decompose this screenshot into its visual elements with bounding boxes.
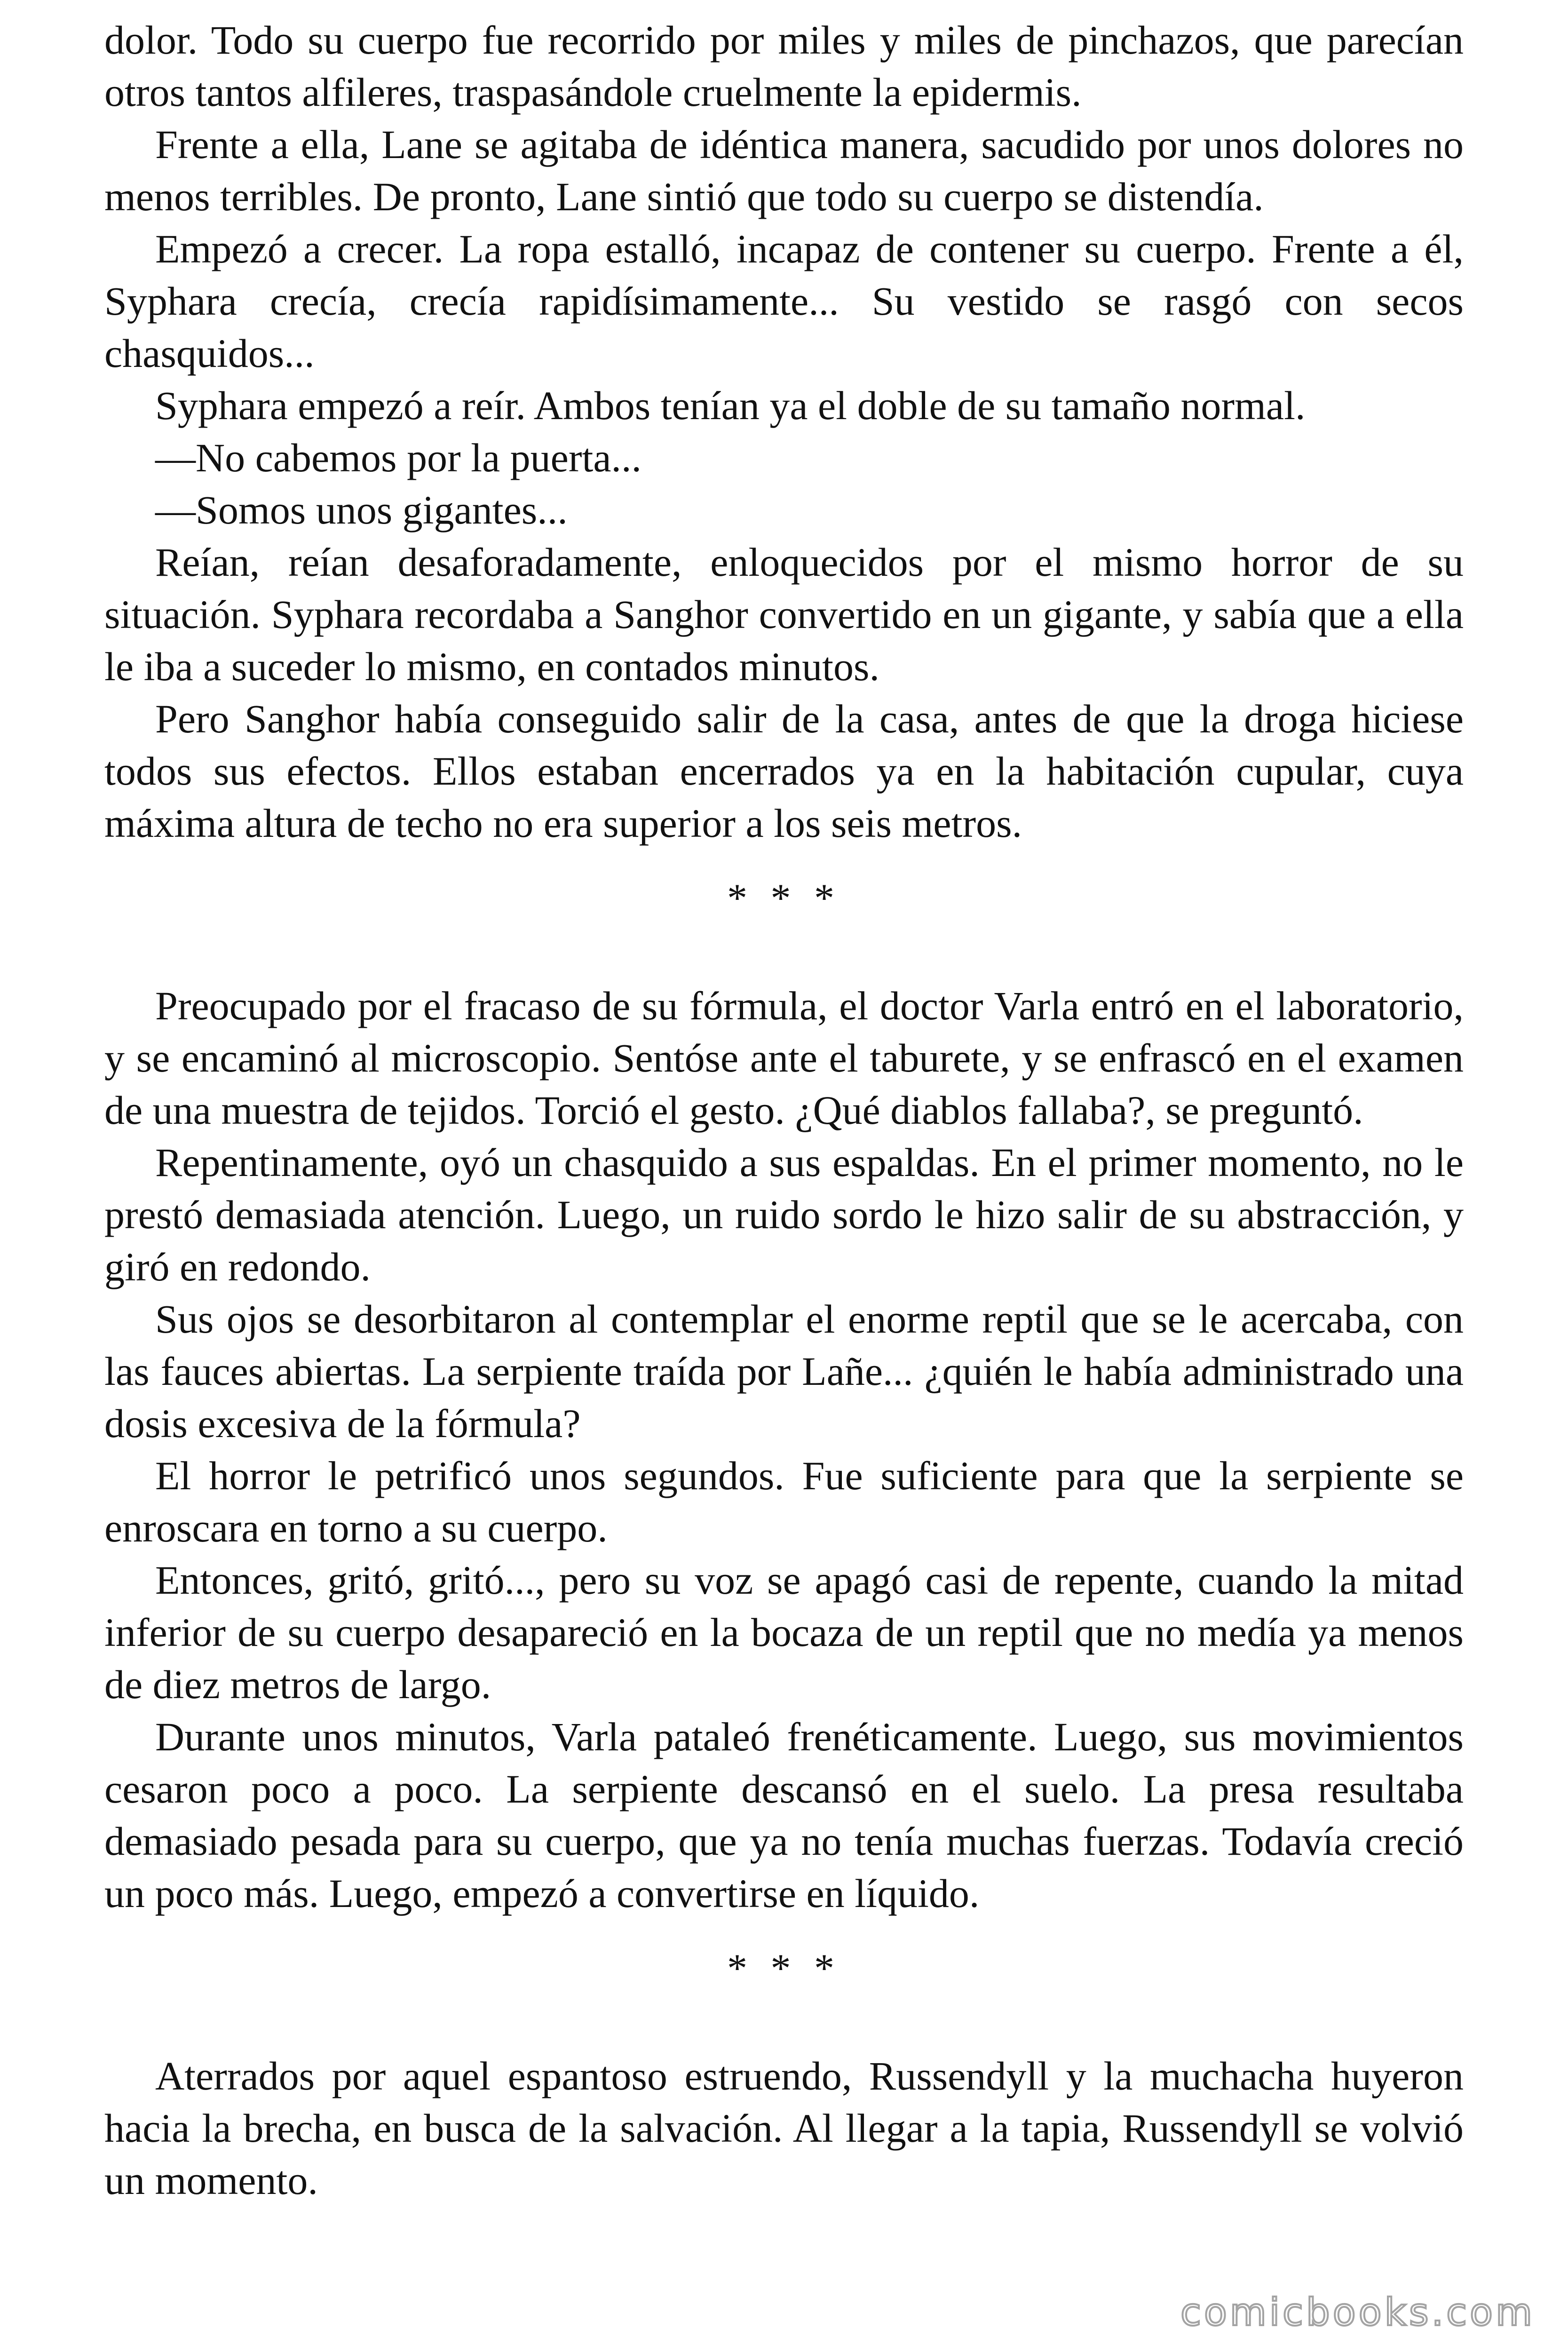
dialogue-line: —Somos unos gigantes...: [155, 487, 568, 532]
paragraph: El horror le petrificó unos segundos. Fue suficiente para que la serpiente se enroscara en torno a su cuerpo.: [104, 1453, 1464, 1550]
paragraph: Aterrados por aquel espantoso estruendo, Russendyll y la muchacha huyeron hacia la brecha, en busca de la salvación. Al llegar a la tapia, Russendyll se volvió un momento.: [104, 2053, 1464, 2203]
paragraph: Empezó a crecer. La ropa estalló, incapaz de contener su cuerpo. Frente a él, Syphara crecía, crecía rapidísimamente... Su vestido se rasgó con secos chasquidos...: [104, 226, 1464, 376]
paragraph: Sus ojos se desorbitaron al contemplar el enorme reptil que se le acercaba, con las fauces abiertas. La serpiente traída por Lañe... ¿quién le había administrado una dosis excesiva de la fórmula?: [104, 1296, 1464, 1446]
paragraph: Entonces, gritó, gritó..., pero su voz se apagó casi de repente, cuando la mitad inferior de su cuerpo desapareció en la bocaza de un reptil que no medía ya menos de diez metros de largo.: [104, 1557, 1464, 1707]
paragraph: dolor. Todo su cuerpo fue recorrido por miles y miles de pinchazos, que parecían otros tantos alfileres, traspasándole cruelmente la epidermis.: [104, 17, 1464, 115]
paragraph: Syphara empezó a reír. Ambos tenían ya el doble de su tamaño normal.: [155, 383, 1306, 428]
section-separator: * * *: [727, 875, 841, 921]
paragraph: Pero Sanghor había conseguido salir de la casa, antes de que la droga hiciese todos sus efectos. Ellos estaban encerrados ya en la habitación cupular, cuya máxima altura de techo no era superior a los seis metros.: [104, 696, 1464, 846]
watermark-logo: comicbooks.com: [1180, 2290, 1535, 2334]
paragraph: Repentinamente, oyó un chasquido a sus espaldas. En el primer momento, no le prestó demasiada atención. Luego, un ruido sordo le hizo salir de su abstracción, y giró en redondo.: [104, 1140, 1464, 1289]
paragraph: Reían, reían desaforadamente, enloquecidos por el mismo horror de su situación. Syphara recordaba a Sanghor convertido en un gigante, y sabía que a ella le iba a suceder lo mismo, en contados minutos.: [104, 540, 1464, 689]
dialogue-line: —No cabemos por la puerta...: [155, 435, 642, 480]
paragraph: Preocupado por el fracaso de su fórmula, el doctor Varla entró en el laboratorio, y se encaminó al microscopio. Sentóse ante el taburete, y se enfrascó en el examen de una muestra de tejidos. Torció el gesto. ¿Qué diablos fallaba?, se preguntó.: [104, 983, 1464, 1133]
paragraph: Durante unos minutos, Varla pataleó frenéticamente. Luego, sus movimientos cesaron poco a poco. La serpiente descansó en el suelo. La presa resultaba demasiado pesada para su cuerpo, que ya no tenía muchas fuerzas. Todavía creció un poco más. Luego, empezó a convertirse en líquido.: [104, 1714, 1464, 1916]
document-page: [104, 14, 1464, 2207]
paragraph: Frente a ella, Lane se agitaba de idéntica manera, sacudido por unos dolores no menos terribles. De pronto, Lane sintió que todo su cuerpo se distendía.: [104, 122, 1464, 219]
section-separator: * * *: [727, 1946, 841, 1991]
